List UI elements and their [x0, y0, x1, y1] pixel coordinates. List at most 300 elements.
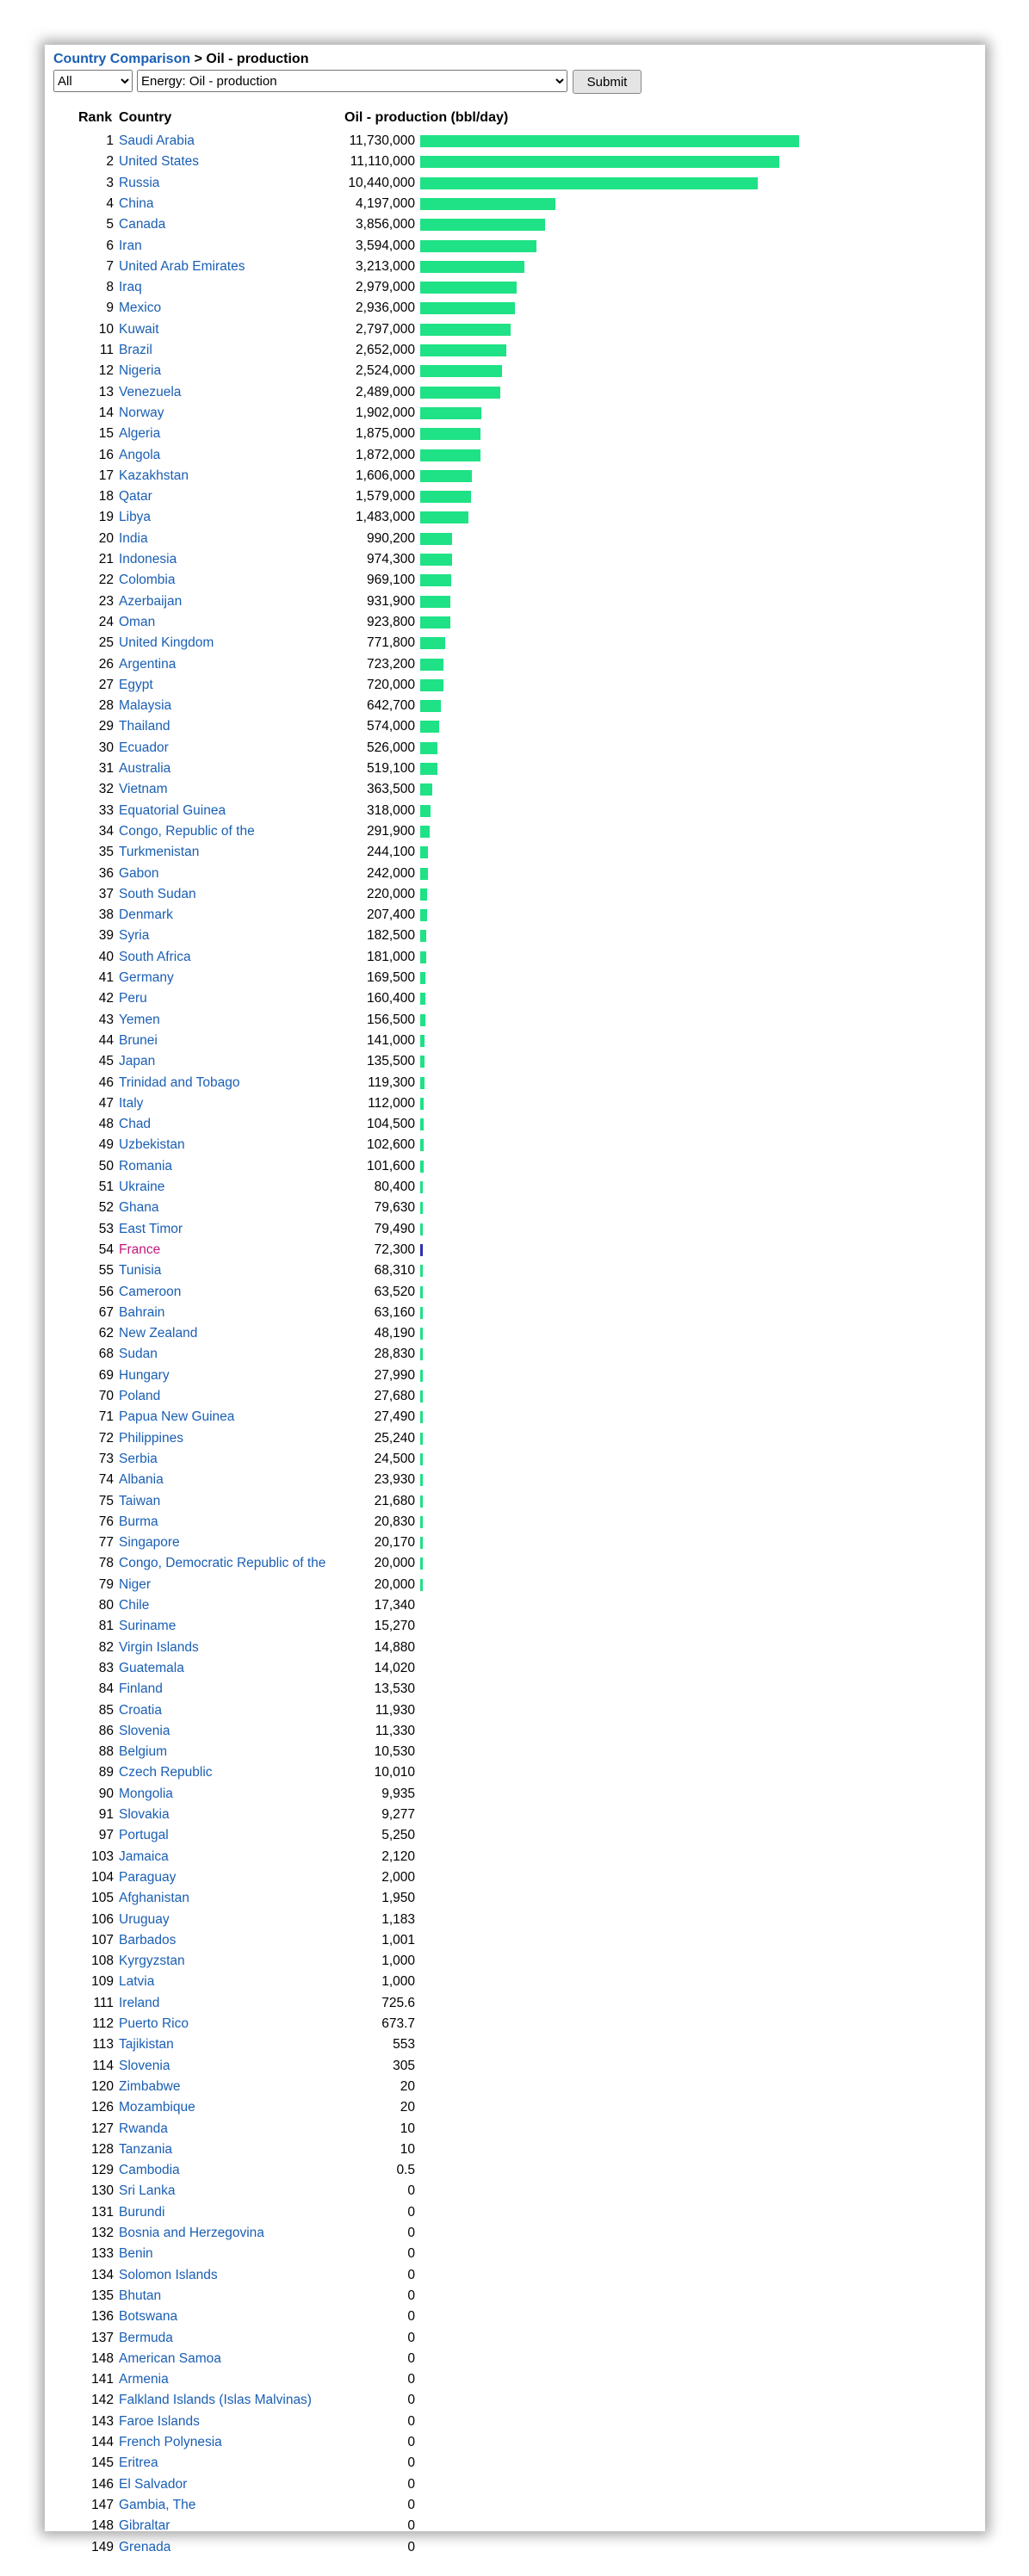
- country-link[interactable]: Bermuda: [119, 2330, 173, 2345]
- rank-cell: 40: [98, 949, 114, 964]
- country-link[interactable]: Singapore: [119, 1535, 180, 1551]
- country-link[interactable]: Nigeria: [119, 363, 162, 379]
- rank-cell: 45: [98, 1054, 114, 1069]
- country-link[interactable]: Belgium: [119, 1744, 167, 1760]
- country-link[interactable]: Faroe Islands: [119, 2413, 200, 2429]
- value-bar: [420, 387, 500, 399]
- table-row: [45, 1240, 906, 1260]
- rank-cell: 53: [98, 1221, 114, 1236]
- country-link[interactable]: Gambia, The: [119, 2497, 196, 2512]
- rank-cell: 70: [98, 1389, 114, 1403]
- table-row: [45, 1093, 906, 1114]
- country-link[interactable]: Congo, Democratic Republic of the: [119, 1556, 326, 1571]
- country-link[interactable]: Bhutan: [119, 2288, 162, 2303]
- rank-cell: 103: [91, 1848, 114, 1864]
- value-bar: [420, 1537, 423, 1549]
- value-bar: [420, 302, 515, 314]
- rank-cell: 132: [91, 2226, 114, 2240]
- rank-cell: 25: [98, 635, 114, 651]
- value-cell: 519,100: [366, 761, 415, 776]
- country-link[interactable]: France: [119, 1242, 161, 1257]
- value-bar: [420, 783, 432, 796]
- country-link[interactable]: Algeria: [119, 426, 161, 442]
- country-link[interactable]: American Samoa: [119, 2350, 221, 2366]
- value-bar: [420, 637, 445, 649]
- value-bar: [420, 135, 799, 147]
- value-cell: 68,310: [374, 1263, 415, 1279]
- table-row: [45, 926, 906, 946]
- value-bar: [420, 1181, 423, 1193]
- value-bar: [420, 428, 480, 440]
- country-link[interactable]: Latvia: [119, 1974, 155, 1990]
- value-cell: 27,680: [374, 1389, 415, 1403]
- value-cell: 10,530: [374, 1744, 415, 1760]
- value-cell: 79,490: [374, 1221, 415, 1236]
- country-link[interactable]: Guatemala: [119, 1660, 184, 1675]
- value-bar: [420, 763, 437, 775]
- country-link[interactable]: Cameroon: [119, 1284, 182, 1299]
- value-cell: 156,500: [366, 1012, 415, 1027]
- rank-cell: 27: [98, 677, 114, 692]
- rank-cell: 50: [98, 1158, 114, 1173]
- table-row: [45, 214, 906, 235]
- country-link[interactable]: Colombia: [119, 573, 176, 588]
- value-cell: 974,300: [366, 552, 415, 567]
- rank-cell: 90: [98, 1786, 114, 1801]
- value-cell: 0: [407, 2393, 415, 2408]
- value-bar: [420, 261, 524, 273]
- country-link[interactable]: Falkland Islands (Islas Malvinas): [119, 2393, 312, 2408]
- submit-button[interactable]: Submit: [573, 70, 642, 94]
- value-cell: 0: [407, 2372, 415, 2387]
- table-row: [45, 864, 906, 884]
- value-bar: [420, 1098, 424, 1110]
- country-link[interactable]: Italy: [119, 1095, 144, 1111]
- rank-cell: 16: [98, 447, 114, 462]
- rank-cell: 84: [98, 1681, 114, 1697]
- country-link[interactable]: Uzbekistan: [119, 1137, 185, 1153]
- value-cell: 1,001: [381, 1932, 415, 1947]
- table-row: [45, 612, 906, 633]
- rank-cell: 114: [92, 2058, 114, 2073]
- table-row: [45, 801, 906, 821]
- value-cell: 27,990: [374, 1367, 415, 1383]
- table-row: [45, 298, 906, 319]
- table-row: [45, 466, 906, 486]
- table-row: [45, 1888, 906, 1909]
- rank-cell: 104: [91, 1869, 114, 1885]
- value-cell: 3,856,000: [356, 217, 415, 232]
- breadcrumb-current: Oil - production: [206, 52, 309, 66]
- country-link[interactable]: China: [119, 195, 154, 211]
- country-link[interactable]: Slovakia: [119, 1807, 170, 1822]
- country-link[interactable]: Rwanda: [119, 2121, 168, 2136]
- country-link[interactable]: Kyrgyzstan: [119, 1954, 185, 1969]
- country-link[interactable]: Cambodia: [119, 2163, 180, 2178]
- table-row: [45, 633, 906, 653]
- country-link[interactable]: Trinidad and Tobago: [119, 1074, 240, 1090]
- table-row: [45, 2244, 906, 2264]
- country-link[interactable]: Afghanistan: [119, 1891, 189, 1906]
- country-link[interactable]: Virgin Islands: [119, 1639, 199, 1655]
- table-row: [45, 2202, 906, 2223]
- country-link[interactable]: Czech Republic: [119, 1765, 213, 1780]
- rank-cell: 76: [98, 1514, 114, 1529]
- value-cell: 182,500: [366, 928, 415, 944]
- country-link[interactable]: Oman: [119, 614, 156, 629]
- table-row: [45, 2139, 906, 2160]
- country-link[interactable]: Canada: [119, 217, 166, 232]
- table-row: [45, 1847, 906, 1867]
- country-link[interactable]: Sudan: [119, 1347, 158, 1362]
- table-row: [45, 1198, 906, 1218]
- country-link[interactable]: Venezuela: [119, 384, 182, 399]
- table-row: [45, 507, 906, 528]
- country-link[interactable]: Saudi Arabia: [119, 133, 195, 148]
- country-link[interactable]: Croatia: [119, 1702, 162, 1718]
- value-cell: 72,300: [374, 1242, 415, 1257]
- value-bar: [420, 1161, 424, 1173]
- country-link[interactable]: Yemen: [119, 1012, 160, 1027]
- country-link[interactable]: Denmark: [119, 907, 173, 923]
- rank-cell: 127: [91, 2121, 114, 2136]
- value-bar: [420, 909, 427, 921]
- table-row: [45, 1323, 906, 1344]
- value-cell: 79,630: [374, 1200, 415, 1216]
- value-bar: [420, 533, 452, 545]
- value-cell: 363,500: [366, 782, 415, 797]
- country-link[interactable]: Argentina: [119, 656, 177, 672]
- country-link[interactable]: Bosnia and Herzegovina: [119, 2226, 264, 2240]
- rank-cell: 26: [98, 656, 114, 672]
- value-bar: [420, 721, 439, 733]
- value-bar: [420, 240, 536, 252]
- rank-cell: 83: [98, 1660, 114, 1675]
- value-cell: 305: [393, 2058, 415, 2073]
- value-cell: 1,000: [381, 1974, 415, 1990]
- country-link[interactable]: Libya: [119, 510, 152, 525]
- country-link[interactable]: Qatar: [119, 489, 152, 505]
- value-bar: [420, 1014, 425, 1026]
- value-cell: 20: [400, 2100, 415, 2115]
- rank-cell: 22: [98, 573, 114, 588]
- country-link[interactable]: Turkmenistan: [119, 845, 200, 860]
- rank-cell: 143: [91, 2413, 114, 2429]
- country-link[interactable]: Ecuador: [119, 740, 169, 755]
- country-link[interactable]: Brunei: [119, 1032, 158, 1048]
- country-link[interactable]: Mozambique: [119, 2100, 195, 2115]
- table-row: [45, 570, 906, 591]
- country-link[interactable]: Chile: [119, 1598, 150, 1613]
- rank-cell: 32: [98, 782, 114, 797]
- country-link[interactable]: Hungary: [119, 1367, 170, 1383]
- country-link[interactable]: Finland: [119, 1681, 163, 1697]
- country-link[interactable]: Iraq: [119, 280, 142, 295]
- rank-cell: 36: [98, 865, 114, 881]
- rank-cell: 147: [91, 2497, 114, 2512]
- table-row: [45, 716, 906, 737]
- country-link[interactable]: Slovenia: [119, 1723, 170, 1738]
- country-link[interactable]: India: [119, 530, 148, 546]
- country-link[interactable]: Mexico: [119, 300, 162, 316]
- value-cell: 2,000: [381, 1869, 415, 1885]
- table-row: [45, 257, 906, 277]
- rank-cell: 29: [98, 719, 114, 734]
- country-link[interactable]: Romania: [119, 1158, 173, 1173]
- table-row: [45, 382, 906, 403]
- rank-cell: 111: [93, 1995, 114, 2010]
- rank-cell: 69: [98, 1367, 114, 1383]
- country-link[interactable]: Thailand: [119, 719, 170, 734]
- country-link[interactable]: Portugal: [119, 1828, 169, 1843]
- country-link[interactable]: Jamaica: [119, 1848, 169, 1864]
- country-link[interactable]: Russia: [119, 175, 160, 190]
- table-row: [45, 1742, 906, 1762]
- table-row: [45, 1679, 906, 1700]
- value-bar: [420, 1035, 425, 1047]
- table-row: [45, 2056, 906, 2077]
- country-link[interactable]: Philippines: [119, 1430, 183, 1446]
- value-bar: [420, 574, 451, 586]
- country-link[interactable]: Egypt: [119, 677, 153, 692]
- rank-cell: 144: [91, 2435, 114, 2449]
- rank-cell: 41: [98, 970, 114, 985]
- value-cell: 1,875,000: [356, 426, 415, 442]
- table-row: [45, 1951, 906, 1972]
- value-bar: [420, 1286, 423, 1298]
- value-cell: 0: [407, 2246, 415, 2262]
- value-cell: 220,000: [366, 886, 415, 901]
- rank-cell: 19: [98, 510, 114, 525]
- country-link[interactable]: Slovenia: [119, 2058, 170, 2073]
- country-link[interactable]: South Africa: [119, 949, 191, 964]
- country-link[interactable]: United Arab Emirates: [119, 258, 245, 274]
- table-row: [45, 1156, 906, 1177]
- field-select[interactable]: [137, 70, 567, 92]
- value-bar: [420, 930, 426, 942]
- country-link[interactable]: Mongolia: [119, 1786, 173, 1801]
- rank-cell: 126: [91, 2100, 114, 2115]
- country-link[interactable]: Angola: [119, 447, 161, 462]
- region-select[interactable]: [53, 70, 133, 92]
- value-cell: 2,652,000: [356, 343, 415, 357]
- rank-cell: 71: [98, 1409, 114, 1425]
- rank-cell: 2: [106, 154, 114, 170]
- table-row: [45, 277, 906, 298]
- value-bar: [420, 700, 441, 712]
- value-bar: [420, 805, 431, 817]
- value-cell: 181,000: [366, 949, 415, 964]
- rank-cell: 44: [98, 1032, 114, 1048]
- value-cell: 0: [407, 2476, 415, 2492]
- value-cell: 20,000: [374, 1576, 415, 1592]
- rank-cell: 1: [106, 133, 114, 148]
- table-row: [45, 2034, 906, 2055]
- value-cell: 0: [407, 2350, 415, 2366]
- country-link[interactable]: Bahrain: [119, 1304, 165, 1320]
- country-link[interactable]: Burundi: [119, 2204, 165, 2220]
- value-bar: [420, 1579, 423, 1591]
- country-link[interactable]: Equatorial Guinea: [119, 802, 226, 818]
- value-cell: 23,930: [374, 1472, 415, 1488]
- country-link[interactable]: Zimbabwe: [119, 2078, 181, 2094]
- value-bar: [420, 491, 471, 503]
- country-link[interactable]: Iran: [119, 238, 142, 253]
- table-row: [45, 2307, 906, 2327]
- value-cell: 2,120: [381, 1848, 415, 1864]
- country-link[interactable]: Tanzania: [119, 2141, 173, 2157]
- rank-cell: 120: [91, 2078, 114, 2094]
- table-row: [45, 988, 906, 1009]
- value-cell: 21,680: [374, 1493, 415, 1508]
- country-link[interactable]: South Sudan: [119, 886, 196, 901]
- value-cell: 1,000: [381, 1954, 415, 1969]
- value-cell: 3,213,000: [356, 258, 415, 274]
- country-link[interactable]: Puerto Rico: [119, 2016, 189, 2031]
- rank-cell: 6: [106, 238, 114, 253]
- rank-cell: 54: [98, 1242, 114, 1257]
- value-cell: 15,270: [374, 1619, 415, 1634]
- rank-cell: 107: [91, 1932, 114, 1947]
- table-row: [45, 131, 906, 152]
- country-link[interactable]: Benin: [119, 2246, 153, 2262]
- value-bar: [420, 156, 779, 168]
- rank-cell: 88: [98, 1744, 114, 1760]
- country-link[interactable]: Serbia: [119, 1451, 158, 1466]
- country-link[interactable]: Tajikistan: [119, 2037, 174, 2053]
- country-link[interactable]: Australia: [119, 761, 171, 776]
- country-link[interactable]: Kuwait: [119, 321, 159, 337]
- table-row: [45, 1700, 906, 1721]
- table-row: [45, 2097, 906, 2118]
- country-link[interactable]: Vietnam: [119, 782, 168, 797]
- value-bar: [420, 742, 437, 754]
- table-row: [45, 2474, 906, 2495]
- value-cell: 10,440,000: [348, 175, 415, 190]
- rank-cell: 148: [91, 2350, 114, 2366]
- rank-cell: 129: [91, 2163, 114, 2178]
- country-link[interactable]: Congo, Republic of the: [119, 823, 255, 839]
- country-link[interactable]: Paraguay: [119, 1869, 177, 1885]
- country-link[interactable]: Suriname: [119, 1619, 177, 1634]
- rank-cell: 15: [98, 426, 114, 442]
- value-cell: 27,490: [374, 1409, 415, 1425]
- country-link[interactable]: Albania: [119, 1472, 164, 1488]
- value-cell: 1,483,000: [356, 510, 415, 525]
- country-link[interactable]: Chad: [119, 1117, 152, 1132]
- country-link[interactable]: Kazakhstan: [119, 468, 189, 483]
- value-bar: [420, 219, 545, 231]
- country-link[interactable]: Ghana: [119, 1200, 159, 1216]
- country-link[interactable]: Tunisia: [119, 1263, 162, 1279]
- country-link[interactable]: Brazil: [119, 343, 152, 357]
- country-link[interactable]: Norway: [119, 405, 164, 420]
- country-link[interactable]: Armenia: [119, 2372, 169, 2387]
- country-link[interactable]: Taiwan: [119, 1493, 161, 1508]
- value-cell: 291,900: [366, 823, 415, 839]
- table-row: [45, 1031, 906, 1051]
- country-link[interactable]: Sri Lanka: [119, 2183, 176, 2199]
- value-cell: 2,936,000: [356, 300, 415, 316]
- country-link[interactable]: Grenada: [119, 2539, 171, 2554]
- country-link[interactable]: Indonesia: [119, 552, 177, 567]
- country-link[interactable]: Poland: [119, 1389, 161, 1403]
- country-link[interactable]: Syria: [119, 928, 150, 944]
- country-link[interactable]: Burma: [119, 1514, 158, 1529]
- value-cell: 0: [407, 2435, 415, 2449]
- country-link[interactable]: Germany: [119, 970, 174, 985]
- country-link[interactable]: Niger: [119, 1576, 152, 1592]
- country-link[interactable]: French Polynesia: [119, 2435, 222, 2449]
- value-bar: [420, 1056, 425, 1068]
- country-link[interactable]: Azerbaijan: [119, 593, 183, 609]
- country-link[interactable]: United States: [119, 154, 200, 170]
- value-cell: 25,240: [374, 1430, 415, 1446]
- country-link[interactable]: United Kingdom: [119, 635, 214, 651]
- country-link[interactable]: El Salvador: [119, 2476, 188, 2492]
- country-link[interactable]: Ukraine: [119, 1180, 165, 1194]
- table-row: [45, 947, 906, 968]
- rank-cell: 9: [106, 300, 114, 316]
- table-row: [45, 654, 906, 675]
- value-cell: 242,000: [366, 865, 415, 881]
- value-cell: 48,190: [374, 1326, 415, 1341]
- country-link[interactable]: Uruguay: [119, 1911, 170, 1927]
- value-cell: 28,830: [374, 1347, 415, 1362]
- breadcrumb: [53, 52, 308, 67]
- value-cell: 2,524,000: [356, 363, 415, 379]
- value-cell: 990,200: [366, 530, 415, 546]
- country-link[interactable]: Eritrea: [119, 2455, 158, 2471]
- value-cell: 207,400: [366, 907, 415, 923]
- table-row: [45, 1616, 906, 1637]
- country-link[interactable]: Ireland: [119, 1995, 160, 2010]
- table-row: [45, 2328, 906, 2349]
- value-cell: 0: [407, 2455, 415, 2471]
- rank-cell: 3: [106, 175, 114, 190]
- table-row: [45, 2412, 906, 2432]
- rank-cell: 97: [98, 1828, 114, 1843]
- country-link[interactable]: East Timor: [119, 1221, 183, 1236]
- country-link[interactable]: Barbados: [119, 1932, 177, 1947]
- rank-cell: 14: [98, 405, 114, 420]
- value-cell: 2,979,000: [356, 280, 415, 295]
- country-link[interactable]: Botswana: [119, 2309, 178, 2325]
- country-link[interactable]: Solomon Islands: [119, 2267, 218, 2282]
- rank-cell: 133: [91, 2246, 114, 2262]
- country-link[interactable]: Papua New Guinea: [119, 1409, 235, 1425]
- country-link[interactable]: Gabon: [119, 865, 159, 881]
- rank-cell: 141: [91, 2372, 114, 2387]
- value-cell: 119,300: [368, 1074, 415, 1090]
- country-link[interactable]: Japan: [119, 1054, 156, 1069]
- country-link[interactable]: Peru: [119, 991, 147, 1006]
- value-bar: [420, 659, 443, 671]
- rank-cell: 34: [98, 823, 114, 839]
- country-link[interactable]: Gibraltar: [119, 2518, 170, 2534]
- breadcrumb-link[interactable]: Country Comparison: [53, 52, 191, 66]
- value-bar: [420, 511, 468, 523]
- value-bar: [420, 1223, 423, 1235]
- rank-cell: 79: [98, 1576, 114, 1592]
- value-cell: 0: [407, 2330, 415, 2345]
- rank-cell: 105: [91, 1891, 114, 1906]
- value-bar: [420, 1557, 423, 1570]
- value-cell: 2,797,000: [356, 321, 415, 337]
- table-row: [45, 1073, 906, 1093]
- country-link[interactable]: Malaysia: [119, 698, 172, 714]
- country-link[interactable]: New Zealand: [119, 1326, 198, 1341]
